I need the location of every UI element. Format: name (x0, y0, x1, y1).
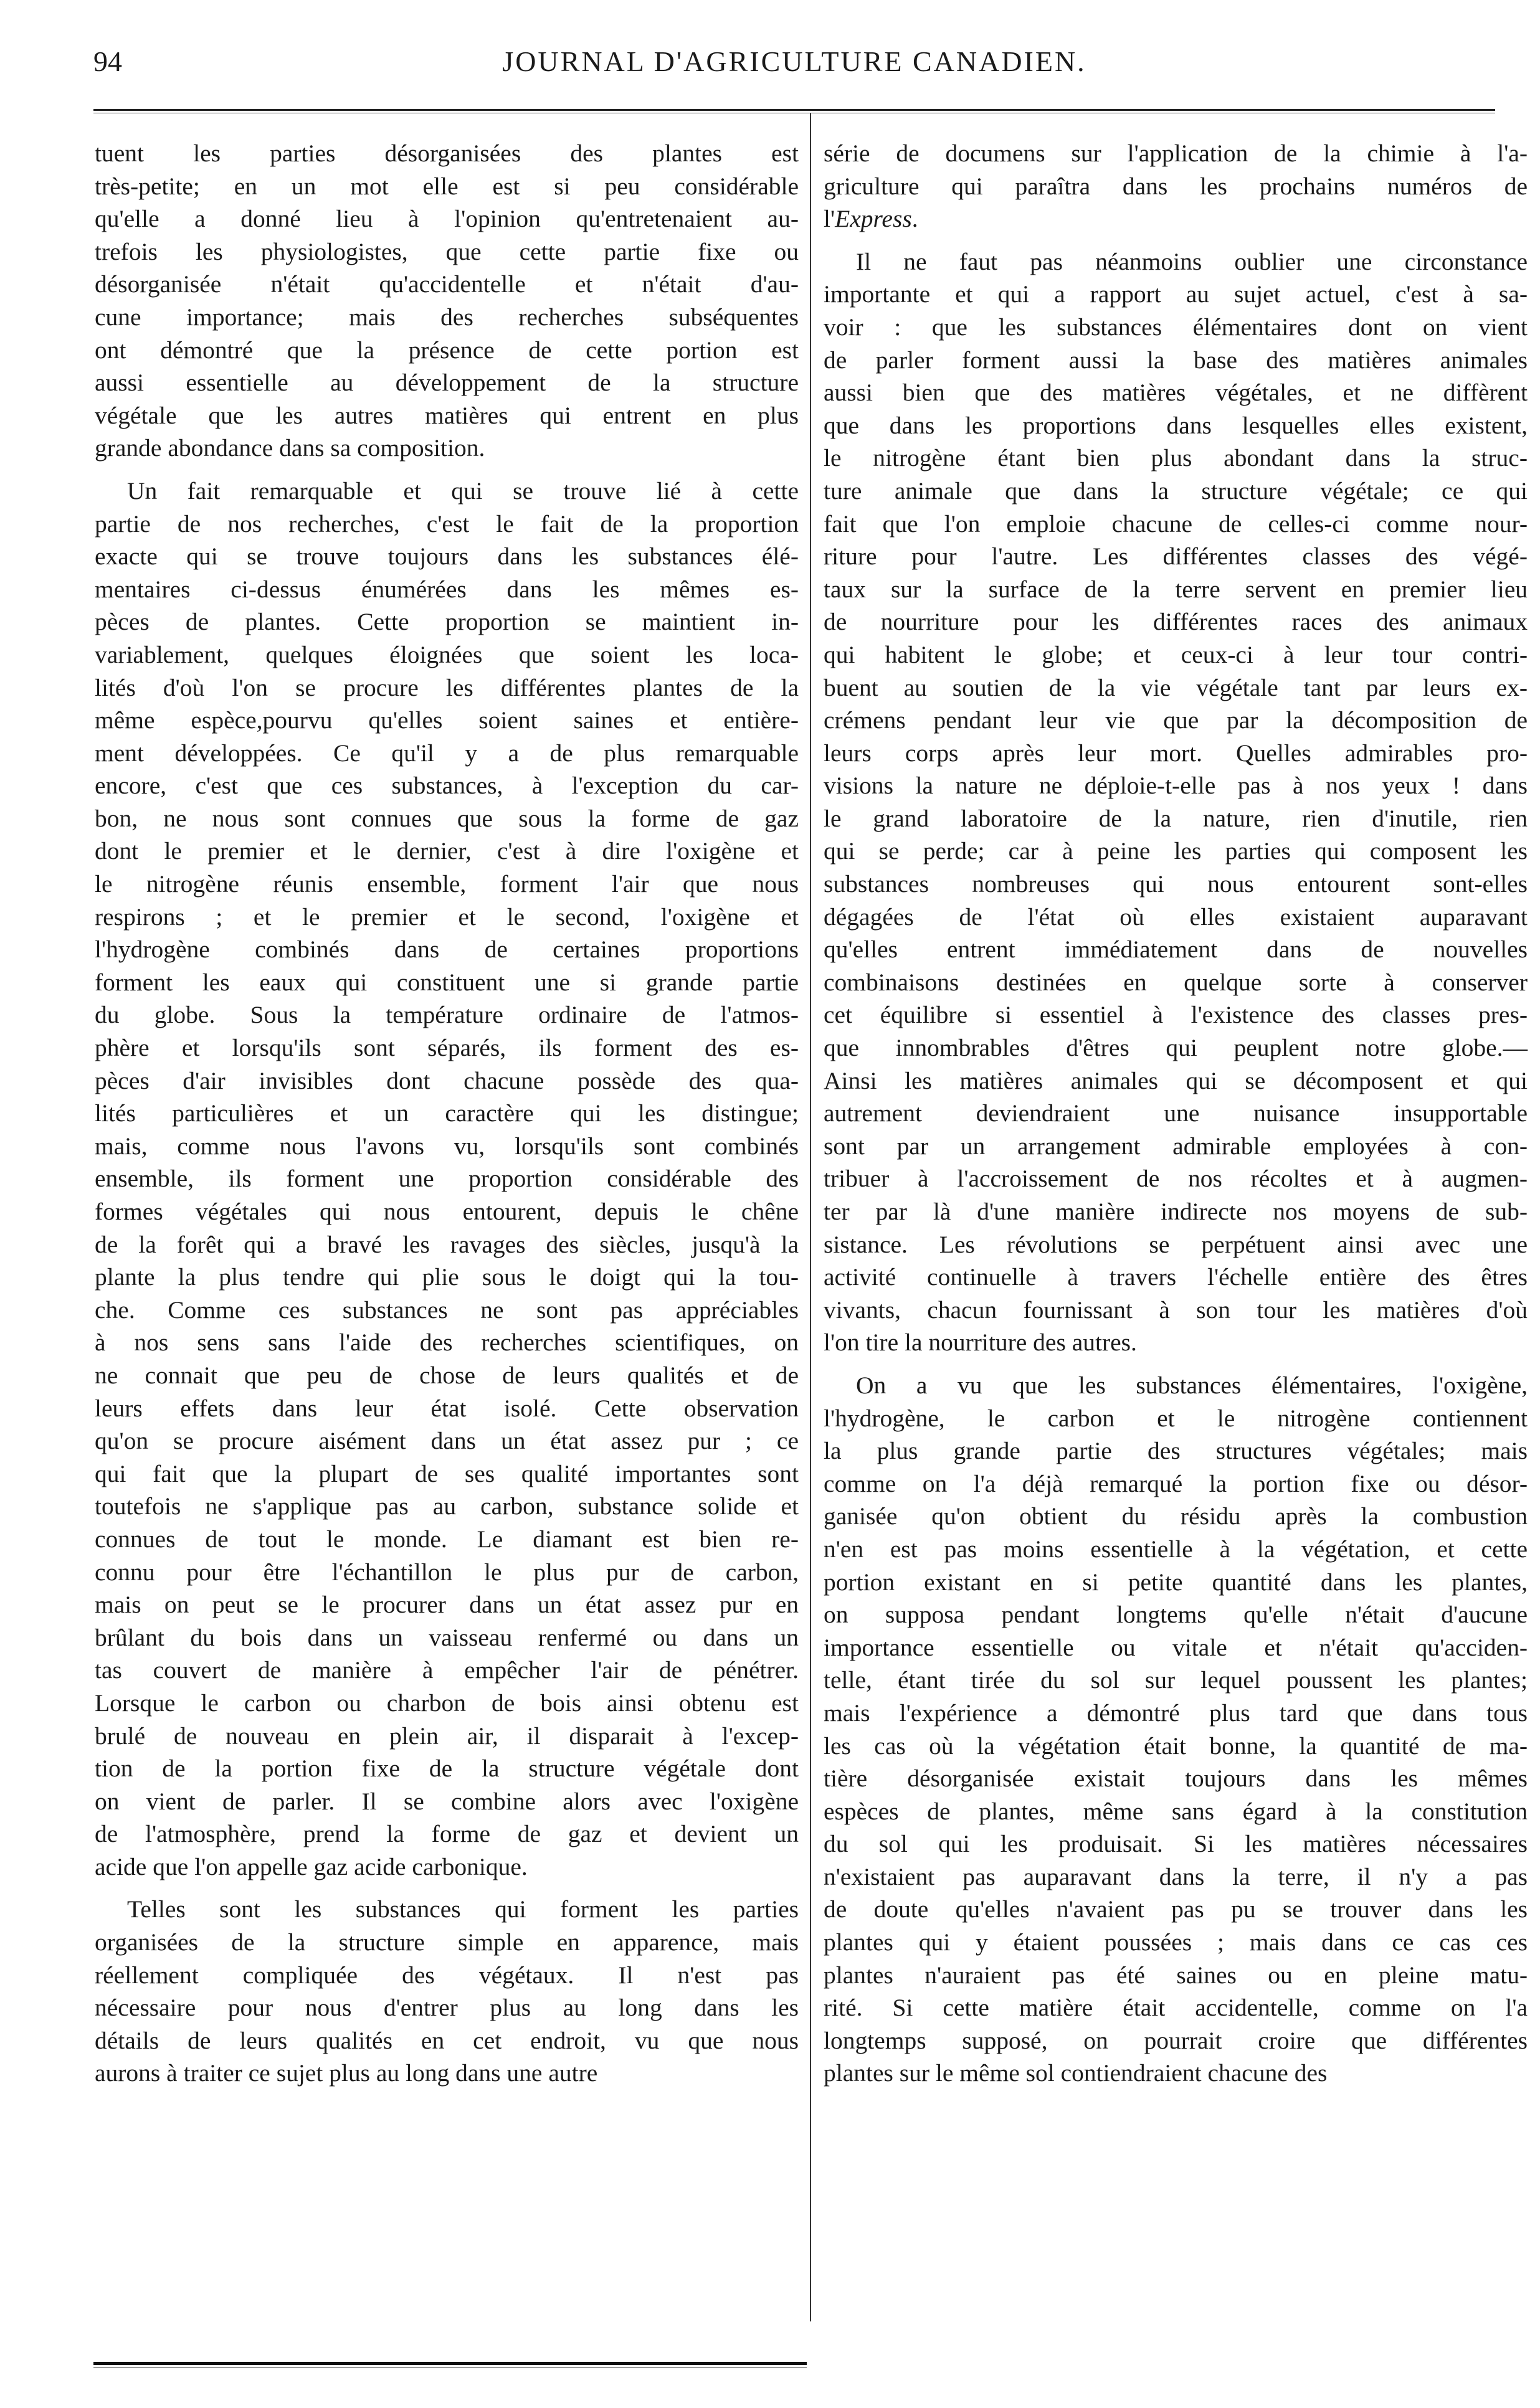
paragraph (95, 1893, 799, 2090)
paragraph (824, 245, 1528, 1359)
text-line: importante et qui a rapport au sujet actuel, c'est à sa- (824, 280, 1528, 308)
text-line: le nitrogène réunis ensemble, forment l'air que nous (95, 870, 799, 898)
text-line: voir : que les substances élémentaires dont on vient (824, 313, 1528, 341)
text-line: pèces d'air invisibles dont chacune possède des qua- (95, 1066, 799, 1094)
text-line: pèces de plantes. Cette proportion se maintient in- (95, 608, 799, 636)
text-line: tribuer à l'accroissement de nos récoltes et à augmen- (824, 1165, 1528, 1193)
text-line: buent au soutien de la vie végétale tant par leurs ex- (824, 673, 1528, 701)
text-line: brûlant du bois dans un vaisseau renfermé ou dans un (95, 1623, 799, 1651)
text-line: vivants, chacun fournissant à son tour les matières d'où (824, 1296, 1528, 1324)
text-line: dégagées de l'état où elles existaient auparavant (824, 903, 1528, 931)
text-line: qui se perde; car à peine les parties qui composent les (824, 837, 1528, 865)
text-line: ont démontré que la présence de cette portion est (95, 336, 799, 364)
text-line: variablement, quelques éloignées que soient les loca- (95, 640, 799, 668)
text-line: Il ne faut pas néanmoins oublier une circonstance (856, 247, 1528, 275)
text-line: de parler forment aussi la base des matières animales (824, 346, 1528, 374)
text-line: le grand laboratoire de la nature, rien d'inutile, rien (824, 804, 1528, 832)
text-line: de l'atmosphère, prend la forme de gaz et devient un (95, 1820, 799, 1848)
left-column (95, 137, 799, 2100)
paragraph (95, 475, 799, 1884)
text-line: plantes sur le même sol contiendraient chacune des (824, 2059, 1328, 2087)
text-line: aussi bien que des matières végétales, et ne diffèrent (824, 379, 1528, 407)
text-line: série de documens sur l'application de la chimie à l'a- (824, 140, 1528, 167)
text-line: de nourriture pour les différentes races des animaux (824, 608, 1528, 636)
text-line: activité continuelle à travers l'échelle entière des êtres (824, 1263, 1528, 1291)
text-line: l'hydrogène combinés dans de certaines proportions (95, 936, 799, 964)
text-line: ment développées. Ce qu'il y a de plus remarquable (95, 739, 799, 767)
text-line: mais, comme nous l'avons vu, lorsqu'ils sont combinés (95, 1132, 799, 1160)
text-line: visions la nature ne déploie-t-elle pas à nos yeux ! dans (824, 772, 1528, 800)
text-line: espèces de plantes, même sans égard à la constitution (824, 1797, 1528, 1825)
text-line: partie de nos recherches, c'est le fait de la proportion (95, 510, 799, 538)
text-line: ganisée qu'on obtient du résidu après la combustion (824, 1502, 1528, 1530)
text-line: le nitrogène étant bien plus abondant dans la struc- (824, 444, 1528, 472)
text-line: cet équilibre si essentiel à l'existence des classes pres- (824, 1001, 1528, 1029)
text-line: végétale que les autres matières qui entrent en plus (95, 401, 799, 429)
paragraph (95, 137, 799, 465)
text-line: encore, c'est que ces substances, à l'exception du car- (95, 772, 799, 800)
text-line: brulé de nouveau en plein air, il disparait à l'excep- (95, 1722, 799, 1750)
text-line: riture pour l'autre. Les différentes classes des végé- (824, 543, 1528, 571)
text-line: détails de leurs qualités en cet endroit, vu que nous (95, 2026, 799, 2054)
text-line: Telles sont les substances qui forment les parties (127, 1895, 799, 1923)
text-line: acide que l'on appelle gaz acide carbonique. (95, 1852, 528, 1880)
text-line: à nos sens sans l'aide des recherches scientifiques, on (95, 1329, 799, 1357)
paragraph (824, 1369, 1528, 2090)
text-line: n'existaient pas auparavant dans la terre, il n'y a pas (824, 1862, 1528, 1890)
text-line: mais l'expérience a démontré plus tard que dans tous (824, 1699, 1528, 1727)
text-line: les cas où la végétation était bonne, la quantité de ma- (824, 1732, 1528, 1760)
text-line: autrement deviendraient une nuisance insupportable (824, 1099, 1528, 1127)
right-column (824, 137, 1528, 2100)
header-rule (93, 109, 1495, 111)
text-line: l'on tire la nourriture des autres. (824, 1329, 1137, 1357)
text-line: importance essentielle ou vitale et n'était qu'acciden- (824, 1633, 1528, 1661)
text-line: plante la plus tendre qui plie sous le doigt qui la tou- (95, 1263, 799, 1291)
text-line: que innombrables d'êtres qui peuplent notre globe.— (824, 1034, 1528, 1062)
text-line: très-petite; en un mot elle est si peu considérable (95, 172, 799, 200)
text-line: dont le premier et le dernier, c'est à dire l'oxigène et (95, 837, 799, 865)
text-line: de doute qu'elles n'avaient pas pu se trouver dans les (824, 1895, 1528, 1923)
text-line: mais on peut se le procurer dans un état assez pur en (95, 1591, 799, 1619)
text-line: leurs corps après leur mort. Quelles admirables pro- (824, 739, 1528, 767)
text-line: sistance. Les révolutions se perpétuent ainsi avec une (824, 1230, 1528, 1258)
text-line: leurs effets dans leur état isolé. Cette observation (95, 1394, 799, 1422)
text-line: grande abondance dans sa composition. (95, 434, 485, 462)
text-line: che. Comme ces substances ne sont pas appréciables (95, 1296, 799, 1324)
text-line: connu pour être l'échantillon le plus pur de carbon, (95, 1558, 799, 1586)
text-line: du globe. Sous la température ordinaire de l'atmos- (95, 1001, 799, 1029)
text-line: lités d'où l'on se procure les différentes plantes de la (95, 673, 799, 701)
text-line: On a vu que les substances élémentaires, l'oxigène, (856, 1371, 1528, 1399)
text-line: désorganisée n'était qu'accidentelle et n'était d'au- (95, 270, 799, 298)
text-line: organisées de la structure simple en apparence, mais (95, 1928, 799, 1956)
text-line: aurons à traiter ce sujet plus au long dans une autre (95, 2059, 598, 2087)
text-line: du sol qui les produisait. Si les matières nécessaires (824, 1830, 1528, 1858)
text-line: longtemps supposé, on pourrait croire que différentes (824, 2026, 1528, 2054)
page-header (93, 45, 1495, 95)
text-line: fait que l'on emploie chacune de celles-ci comme nour- (824, 510, 1528, 538)
text-line: griculture qui paraîtra dans les prochains numéros de (824, 172, 1528, 200)
text-line: bon, ne nous sont connues que sous la forme de gaz (95, 804, 799, 832)
text-line: tière désorganisée existait toujours dans les mêmes (824, 1765, 1528, 1793)
text-line: crémens pendant leur vie que par la décomposition de (824, 706, 1528, 734)
text-line: que dans les proportions dans lesquelles elles existent, (824, 411, 1528, 439)
text-line: plantes n'auraient pas été saines ou en pleine matu- (824, 1961, 1528, 1989)
text-line: portion existant en si petite quantité dans les plantes, (824, 1568, 1528, 1596)
footer-rule-thin (93, 2367, 807, 2368)
text-line: connues de tout le monde. Le diamant est bien re- (95, 1525, 799, 1553)
page-number: 94 (93, 45, 122, 77)
text-line: de la forêt qui a bravé les ravages des siècles, jusqu'à la (95, 1230, 799, 1258)
text-line: respirons ; et le premier et le second, l'oxigène et (95, 903, 799, 931)
paragraph (824, 137, 1528, 235)
text-line: qui habitent le globe; et ceux-ci à leur tour contri- (824, 640, 1528, 668)
text-line: taux sur la surface de la terre servent en premier lieu (824, 575, 1528, 603)
text-line: rité. Si cette matière était accidentelle, comme on l'a (824, 1994, 1528, 2022)
column-divider (810, 113, 811, 2321)
text-line: telle, étant tirée du sol sur lequel poussent les plantes; (824, 1666, 1528, 1694)
text-line: tuent les parties désorganisées des plantes est (95, 140, 799, 167)
journal-title: JOURNAL D'AGRICULTURE CANADIEN. (502, 45, 1086, 77)
text-line: aussi essentielle au développement de la structure (95, 369, 799, 397)
text-line: lités particulières et un caractère qui les distingue; (95, 1099, 799, 1127)
text-line: formes végétales qui nous entourent, depuis le chêne (95, 1198, 799, 1225)
text-line: Un fait remarquable et qui se trouve lié à cette (127, 476, 799, 505)
text-line: qu'on se procure aisément dans un état assez pur ; ce (95, 1427, 799, 1455)
text-line: n'en est pas moins essentielle à la végétation, et cette (824, 1535, 1528, 1563)
text-line: on supposa pendant longtems qu'elle n'était d'aucune (824, 1601, 1528, 1629)
text-line: mentaires ci-dessus énumérées dans les mêmes es- (95, 575, 799, 603)
footer-rule (93, 2362, 807, 2365)
text-line: qu'elles entrent immédiatement dans de nouvelles (824, 936, 1528, 964)
text-line: combinaisons destinées en quelque sorte à conserver (824, 968, 1528, 996)
text-line: la plus grande partie des structures végétales; mais (824, 1437, 1528, 1465)
text-line: cune importance; mais des recherches subséquentes (95, 303, 799, 331)
text-line: plantes qui y étaient poussées ; mais dans ce cas ces (824, 1928, 1528, 1956)
text-line: qui fait que la plupart de ses qualité importantes sont (95, 1459, 799, 1487)
text-line: on vient de parler. Il se combine alors avec l'oxigène (95, 1787, 799, 1815)
text-line: Lorsque le carbon ou charbon de bois ainsi obtenu est (95, 1689, 799, 1717)
text-line: même espèce,pourvu qu'elles soient saines et entière- (95, 706, 799, 734)
text-line: trefois les physiologistes, que cette partie fixe ou (95, 237, 799, 265)
text-line: substances nombreuses qui nous entourent sont-elles (824, 870, 1528, 898)
text-line: l'hydrogène, le carbon et le nitrogène contiennent (824, 1404, 1528, 1432)
text-line: phère et lorsqu'ils sont séparés, ils forment des es- (95, 1034, 799, 1062)
text-line: toutefois ne s'applique pas au carbon, substance solide et (95, 1492, 799, 1520)
text-line: forment les eaux qui constituent une si grande partie (95, 968, 799, 996)
text-line: qu'elle a donné lieu à l'opinion qu'entretenaient au- (95, 205, 799, 233)
text-line: nécessaire pour nous d'entrer plus au long dans les (95, 1994, 799, 2022)
text-line: ter par là d'une manière indirecte nos moyens de sub- (824, 1198, 1528, 1225)
text-line: Ainsi les matières animales qui se décomposent et qui (824, 1066, 1528, 1094)
text-line: réellement compliquée des végétaux. Il n'est pas (95, 1961, 799, 1989)
text-line: tion de la portion fixe de la structure végétale dont (95, 1755, 799, 1783)
text-line: exacte qui se trouve toujours dans les substances élé- (95, 543, 799, 571)
text-line: ensemble, ils forment une proportion considérable des (95, 1165, 799, 1193)
text-line: ne connait que peu de chose de leurs qualités et de (95, 1361, 799, 1389)
text-line: l'Express. (824, 205, 918, 233)
text-line: ture animale que dans la structure végétale; ce qui (824, 476, 1528, 505)
text-line: comme on l'a déjà remarqué la portion fixe ou désor- (824, 1469, 1528, 1497)
text-line: tas couvert de manière à empêcher l'air de pénétrer. (95, 1656, 799, 1684)
text-line: sont par un arrangement admirable employées à con- (824, 1132, 1528, 1160)
